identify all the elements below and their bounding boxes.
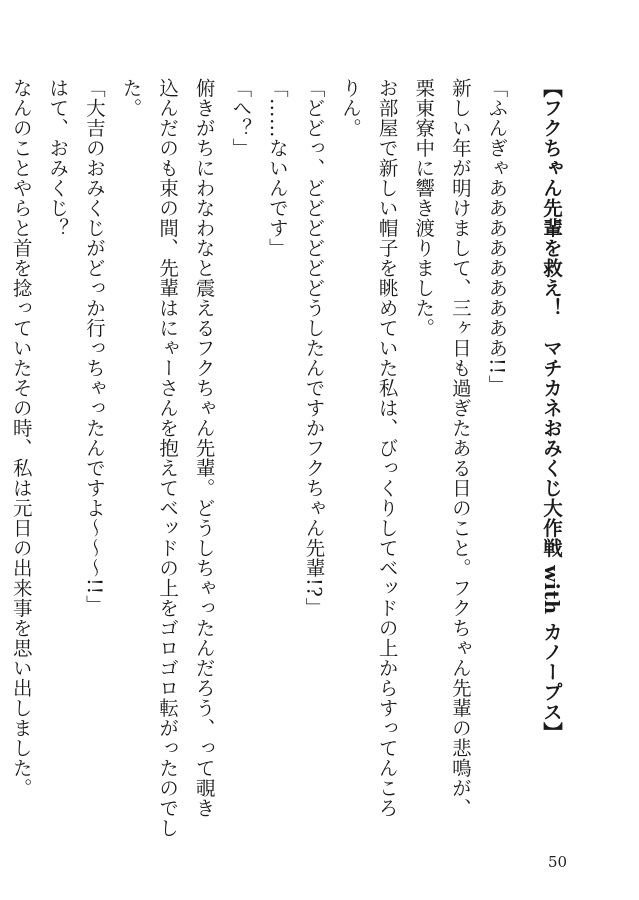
text-line [0, 78, 2, 788]
chapter-title: 【フクちゃん先輩を救え！ マチカネおみくじ大作戦 with カノープス】 [540, 78, 563, 742]
text-line: はて、おみくじ？ [46, 78, 70, 238]
page-number: 50 [548, 853, 568, 871]
text-line: りん。 [339, 78, 363, 138]
text-line: お部屋で新しい帽子を眺めていた私は、びっくりしてベッドの上からすってんころ [375, 78, 399, 818]
text-line: 「ふんぎゃあああああああああ!!」 [485, 78, 509, 395]
text-line: 栗東寮中に響き渡りました。 [412, 78, 436, 338]
text-line: 込んだのも束の間、先輩はにゃーさんを抱えてベッドの上をゴロゴロ転がったのでし [156, 78, 180, 838]
text-line: 新しい年が明けまして、三ヶ日も過ぎたある日のこと。フクちゃん先輩の悲鳴が、 [448, 78, 472, 818]
text-line: 俯きがちにわなわなと震えるフクちゃん先輩。どうしちゃったんだろう、って覗き [192, 78, 216, 818]
text-line: なんのことやらと首を捻っていたその時、私は元日の出来事を思い出しました。 [9, 78, 33, 798]
text-line: た。 [119, 78, 143, 118]
text-line: 「へ？」 [229, 78, 253, 158]
text-line: 「……ないんです」 [265, 78, 289, 258]
text-line: 「どどっ、どどどどどどうしたんですかフクちゃん先輩!?」 [302, 78, 326, 618]
vertical-text-body [9, 78, 569, 838]
text-line: 「大吉のおみくじがどっか行っちゃったんですよ〜〜〜!!」 [82, 78, 106, 615]
